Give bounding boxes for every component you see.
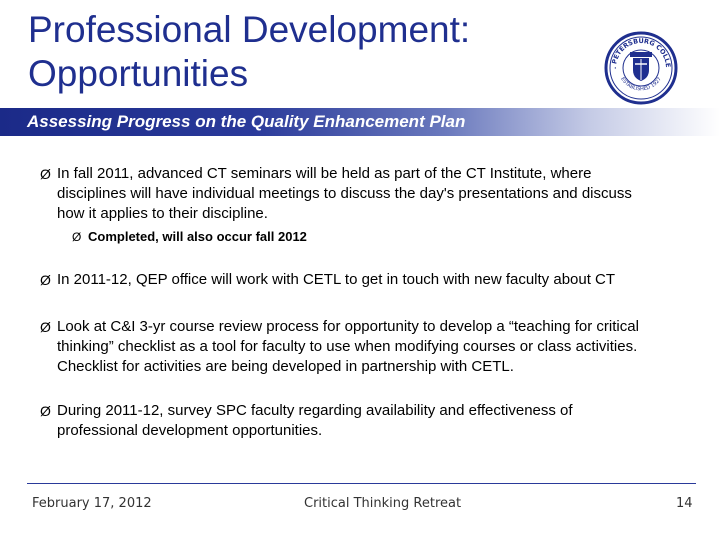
slide-title [28, 8, 568, 96]
section-banner [0, 108, 720, 136]
banner-text: Assessing Progress on the Quality Enhancement Plan [27, 112, 466, 131]
bullet-text: In 2011-12, QEP office will work with CETL to get in touch with new faculty about CT [57, 271, 616, 288]
college-seal-logo [604, 30, 678, 106]
arrow-bullet-icon: Ø [72, 230, 82, 244]
arrow-bullet-icon: Ø [40, 319, 51, 335]
arrow-bullet-icon: Ø [40, 403, 51, 419]
title-line-2: Opportunities [28, 53, 249, 94]
footer-event: Critical Thinking Retreat [304, 496, 462, 511]
bullet-text: In fall 2011, advanced CT seminars will be held as part of the CT Institute, where disciplines will have individual meetings to discuss the day's presentations and discuss how it applies to their discipline. [57, 165, 632, 222]
seal-top-text: . PETERSBURG COLLE [609, 36, 673, 70]
page-number: 14 [676, 496, 693, 511]
bullet-text: During 2011-12, survey SPC faculty regarding availability and effectiveness of professional development opportunities. [57, 402, 573, 439]
seal-bottom-text: ESTABLISHED 1927 [619, 76, 663, 93]
title-line-1: Professional Development: [28, 9, 471, 50]
arrow-bullet-icon: Ø [40, 272, 51, 288]
arrow-bullet-icon: Ø [40, 166, 51, 182]
footer-date: February 17, 2012 [32, 496, 152, 511]
footer-divider [27, 483, 696, 484]
sub-bullet-text: Completed, will also occur fall 2012 [88, 229, 307, 244]
bullet-text: Look at C&I 3-yr course review process for opportunity to develop a “teaching for critical thinking” checklist as a tool for faculty to use when modifying courses or class activities. Checklist for activities are being developed in partnership with CETL. [57, 318, 639, 375]
